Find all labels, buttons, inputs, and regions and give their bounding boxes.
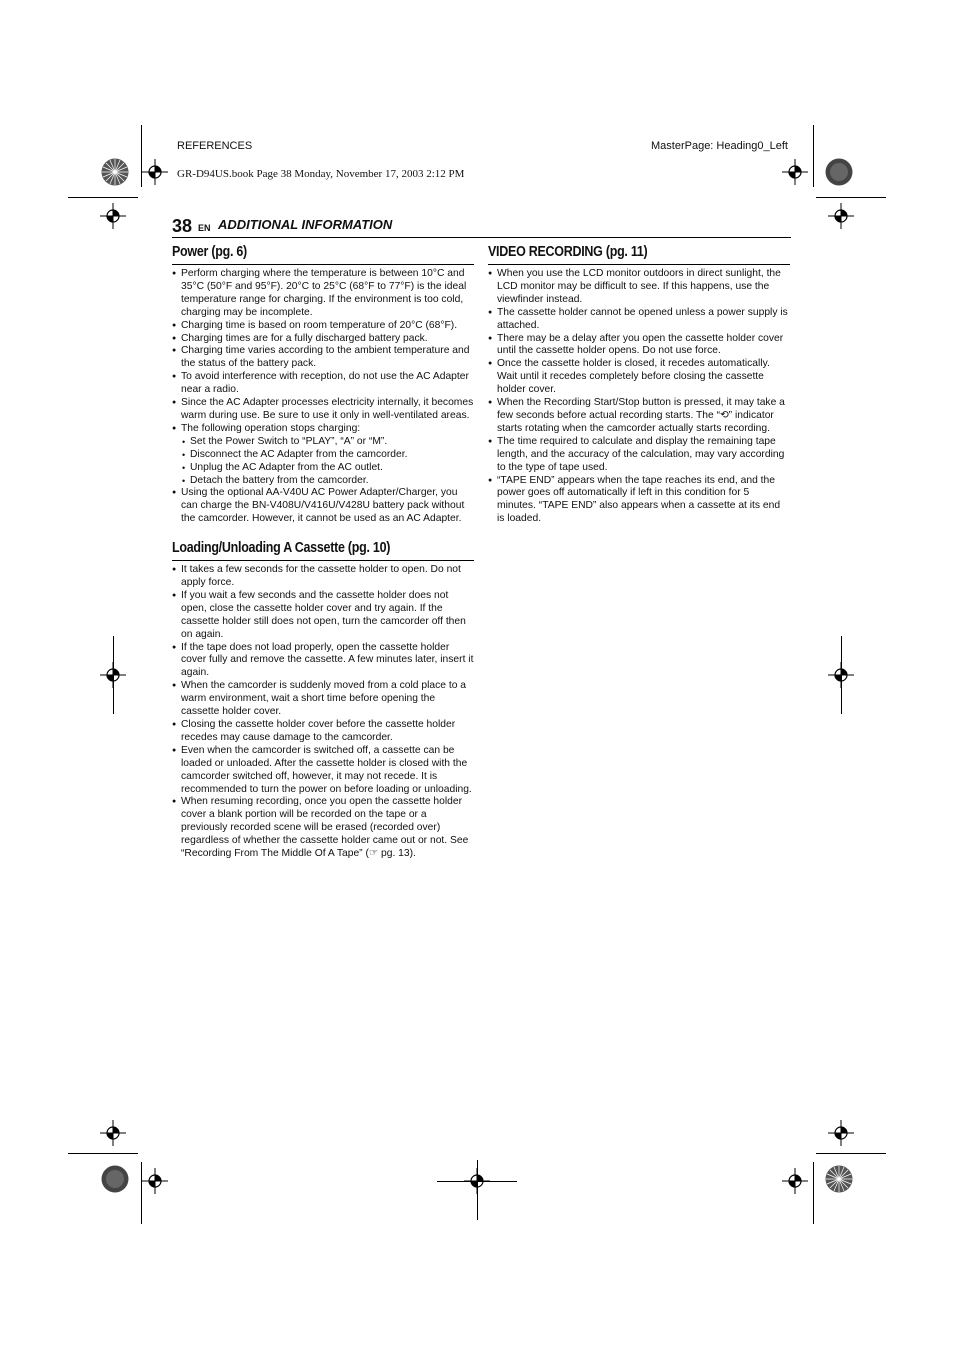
page-heading	[172, 215, 791, 238]
crop-mark	[816, 1153, 886, 1154]
list-item: ● When the Recording Start/Stop button is pressed, it may take a few seconds before actual recording starts. The “⟲” indicator starts rotating when the camcorder actually starts recording.	[488, 397, 790, 436]
list-item: ● “TAPE END” appears when the tape reaches its end, and the power goes off automatically if left in this condition for 5 minutes. “TAPE END” also appears when a cassette at its end is loaded.	[488, 475, 790, 527]
list-item: ● Charging time varies according to the ambient temperature and the status of the battery pack.	[172, 345, 474, 371]
divider	[172, 264, 474, 265]
list-item: ● Using the optional AA-V40U AC Power Adapter/Charger, you can charge the BN-V408U/V416U/V428U battery pack without the camcorder. However, it cannot be used as an AC Adapter.	[172, 487, 474, 526]
masterpage-label: MasterPage: Heading0_Left	[651, 140, 788, 152]
crop-mark	[68, 1153, 138, 1154]
crop-mark	[68, 197, 138, 198]
list-item: ● The cassette holder cannot be opened unless a power supply is attached.	[488, 307, 790, 333]
list-item: ● If you wait a few seconds and the cassette holder does not open, close the cassette holder cover and try again. If the cassette holder still does not open, turn the camcorder off then on again.	[172, 590, 474, 642]
list-item: ● The time required to calculate and display the remaining tape length, and the accuracy of the calculation, may vary according to the type of tape used.	[488, 436, 790, 475]
registration-mark-icon	[828, 203, 854, 229]
book-info-line: GR-D94US.book Page 38 Monday, November 17, 2003 2:12 PM	[177, 168, 465, 180]
list-item: ● Even when the camcorder is switched off, a cassette can be loaded or unloaded. After the cassette holder is closed with the camcorder switched off, however, it may not recede. It is recommended to turn the power on before loading or unloading.	[172, 745, 474, 797]
list-item: ● If the tape does not load properly, open the cassette holder cover fully and remove the cassette. A few minutes later, insert it again.	[172, 642, 474, 681]
registration-mark-icon	[782, 1168, 808, 1194]
power-list	[172, 268, 474, 526]
video-recording-heading: VIDEO RECORDING (pg. 11)	[488, 244, 648, 260]
registration-mark-icon	[100, 203, 126, 229]
registration-mark-icon	[142, 159, 168, 185]
registration-mark-icon	[142, 1168, 168, 1194]
list-item: ● When the camcorder is suddenly moved from a cold place to a warm environment, wait a short time before opening the cassette holder cover.	[172, 680, 474, 719]
registration-mark-icon	[100, 662, 126, 688]
crop-mark	[477, 1160, 478, 1220]
right-column	[488, 242, 790, 526]
references-label: REFERENCES	[177, 140, 253, 152]
list-item: ● Since the AC Adapter processes electricity internally, it becomes warm during use. Be sure to use it only in well-ventilated areas.	[172, 397, 474, 423]
color-target-icon	[825, 1165, 853, 1193]
page-number: 38	[172, 216, 193, 236]
list-item: ● Once the cassette holder is closed, it recedes automatically. Wait until it recedes completely before closing the cassette holder cover.	[488, 358, 790, 397]
list-item: ● When resuming recording, once you open the cassette holder cover a blank portion will be recorded on the tape or a previously recorded scene will be erased (recorded over) regardless of whether the cassette holder came out or not. See “Recording From The Middle Of A Tape” (☞ pg. 13).	[172, 796, 474, 861]
sub-list-item: • Unplug the AC Adapter from the AC outlet.	[181, 462, 474, 475]
crop-mark	[813, 1162, 814, 1224]
loading-heading: Loading/Unloading A Cassette (pg. 10)	[172, 540, 391, 557]
registration-mark-icon	[100, 1120, 126, 1146]
list-item	[172, 423, 474, 488]
sub-list-item: • Disconnect the AC Adapter from the camcorder.	[181, 449, 474, 462]
power-heading: Power (pg. 6)	[172, 244, 247, 260]
sub-list-item: • Detach the battery from the camcorder.	[181, 475, 474, 488]
loading-list	[172, 564, 474, 861]
list-item: ● Closing the cassette holder cover before the cassette holder recedes may cause damage to the camcorder.	[172, 719, 474, 745]
list-item: ● It takes a few seconds for the cassette holder to open. Do not apply force.	[172, 564, 474, 590]
crop-mark	[813, 125, 814, 187]
divider	[172, 560, 474, 561]
list-item: ● When you use the LCD monitor outdoors in direct sunlight, the LCD monitor may be difficult to see. If this happens, use the viewfinder instead.	[488, 268, 790, 307]
left-column	[172, 242, 474, 861]
list-item: ● To avoid interference with reception, do not use the AC Adapter near a radio.	[172, 371, 474, 397]
list-item: ● There may be a delay after you open the cassette holder cover until the cassette holder opens. Do not use force.	[488, 333, 790, 359]
registration-mark-icon	[782, 159, 808, 185]
video-list	[488, 268, 790, 526]
color-target-icon	[825, 158, 853, 186]
sub-list	[181, 436, 474, 488]
list-item: ● Charging time is based on room temperature of 20°C (68°F).	[172, 320, 474, 333]
color-target-icon	[101, 158, 129, 186]
registration-mark-icon	[828, 662, 854, 688]
registration-mark-icon	[828, 1120, 854, 1146]
list-item: ● Charging times are for a fully discharged battery pack.	[172, 333, 474, 346]
list-item: ● Perform charging where the temperature is between 10°C and 35°C (50°F and 95°F). 20°C to 25°C (68°F to 77°F) is the ideal temperature range for charging. If the environment is too cold, charging may be incomplete.	[172, 268, 474, 320]
divider	[488, 264, 790, 265]
crop-mark	[816, 197, 886, 198]
language-code: EN	[198, 223, 211, 233]
list-item-text: The following operation stops charging:	[181, 422, 361, 434]
section-title: ADDITIONAL INFORMATION	[218, 217, 393, 232]
sub-list-item: • Set the Power Switch to “PLAY”, “A” or “M”.	[181, 436, 474, 449]
color-target-icon	[101, 1165, 129, 1193]
